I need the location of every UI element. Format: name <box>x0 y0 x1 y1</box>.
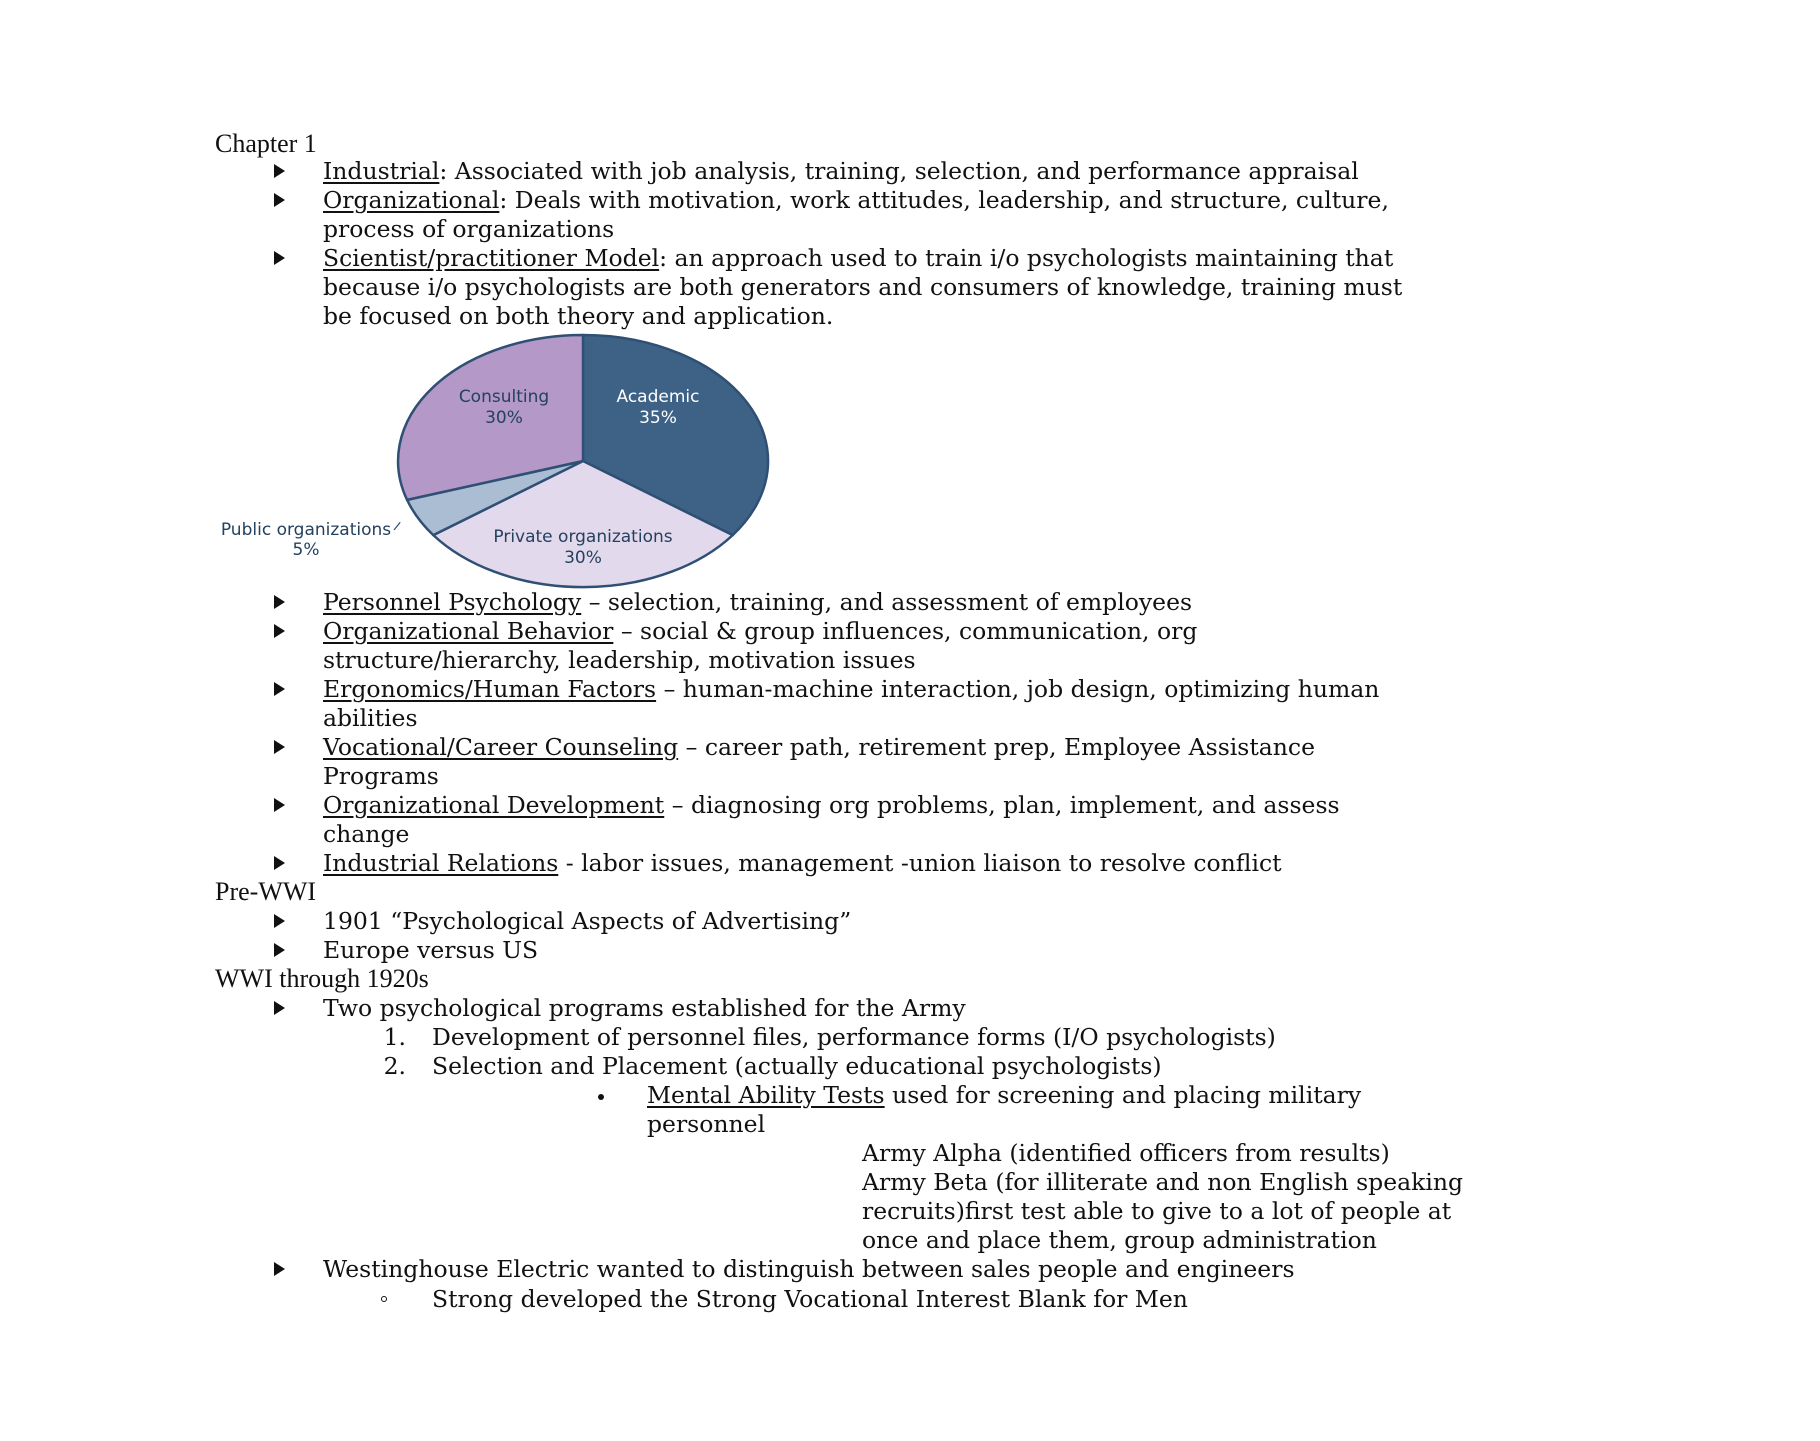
bullet-arrow-icon <box>274 193 285 207</box>
army-alpha-text: Army Alpha (identified officers from results) <box>862 1139 1390 1167</box>
bullet-arrow-icon <box>274 251 285 265</box>
term: Personnel Psychology <box>323 588 582 616</box>
subfield-ergonomics <box>323 675 1379 703</box>
subfield-vocational-counseling <box>323 733 1315 761</box>
bullet-arrow-icon <box>274 624 285 638</box>
definition-organizational <box>323 186 1389 214</box>
definition-continuation: be focused on both theory and application. <box>323 302 834 330</box>
bullet-arrow-icon <box>274 914 285 928</box>
employment-pie-chart <box>210 328 790 598</box>
subfield-text: – human-machine interaction, job design, optimizing human <box>656 675 1380 703</box>
definition-text: : an approach used to train i/o psychologists maintaining that <box>659 244 1394 272</box>
pie-slice-label: Private organizations <box>493 527 673 547</box>
numbered-item: Development of personnel files, performance forms (I/O psychologists) <box>432 1023 1276 1051</box>
bullet-dot-icon <box>598 1094 604 1100</box>
definition-text: : Deals with motivation, work attitudes, leadership, and structure, culture, <box>499 186 1389 214</box>
definition-industrial <box>323 157 1359 185</box>
pie-slice-value-label: 35% <box>639 408 677 428</box>
prewwi-item: Europe versus US <box>323 936 539 964</box>
bullet-arrow-icon <box>274 1001 285 1015</box>
definition-continuation: process of organizations <box>323 215 615 243</box>
subfield-continuation: structure/hierarchy, leadership, motivation issues <box>323 646 916 674</box>
definition-scientist-practitioner <box>323 244 1393 272</box>
term: Mental Ability Tests <box>647 1081 885 1109</box>
army-beta-text: once and place them, group administration <box>862 1226 1377 1254</box>
term: Industrial <box>323 157 440 185</box>
term: Scientist/practitioner Model <box>323 244 660 272</box>
pie-slice-label: Consulting <box>458 387 550 407</box>
subfield-text: - labor issues, management -union liaison to resolve conflict <box>558 849 1282 877</box>
pie-slice-label: Public organizations <box>220 520 392 540</box>
pie-slice-value-label: 30% <box>485 408 523 428</box>
term: Vocational/Career Counseling <box>323 733 679 761</box>
term: Organizational Behavior <box>323 617 614 645</box>
bullet-ring-icon <box>381 1296 387 1302</box>
subfield-text: – social & group influences, communication, org <box>613 617 1198 645</box>
subfield-continuation: Programs <box>323 762 439 790</box>
bullet-arrow-icon <box>274 1262 285 1276</box>
term: Organizational <box>323 186 500 214</box>
chapter-heading: Chapter 1 <box>215 129 317 158</box>
bullet-arrow-icon <box>274 740 285 754</box>
army-beta-text: Army Beta (for illiterate and non English speaking <box>862 1168 1464 1196</box>
bullet-arrow-icon <box>274 798 285 812</box>
bullet-arrow-icon <box>274 682 285 696</box>
term: Organizational Development <box>323 791 665 819</box>
westinghouse-item: Westinghouse Electric wanted to distinguish between sales people and engineers <box>323 1255 1295 1283</box>
definition-text: : Associated with job analysis, training, selection, and performance appraisal <box>439 157 1359 185</box>
subfield-organizational-behavior <box>323 617 1197 645</box>
numbered-item: Selection and Placement (actually educational psychologists) <box>432 1052 1162 1080</box>
strong-item: Strong developed the Strong Vocational Interest Blank for Men <box>432 1285 1188 1313</box>
subfield-continuation: change <box>323 820 410 848</box>
list-number: 1. <box>383 1023 406 1051</box>
wwi-heading: WWI through 1920s <box>215 964 429 993</box>
subfield-text: – diagnosing org problems, plan, implement, and assess <box>664 791 1340 819</box>
bullet-arrow-icon <box>274 164 285 178</box>
list-number: 2. <box>383 1052 406 1080</box>
army-programs-item: Two psychological programs established for the Army <box>323 994 966 1022</box>
subfield-continuation: abilities <box>323 704 418 732</box>
subfield-personnel-psychology <box>323 588 1192 616</box>
item-continuation: personnel <box>647 1110 766 1138</box>
item-text: used for screening and placing military <box>884 1081 1362 1109</box>
pie-slice-label: Academic <box>616 387 700 407</box>
bullet-arrow-icon <box>274 595 285 609</box>
subfield-organizational-development <box>323 791 1340 819</box>
prewwi-item: 1901 “Psychological Aspects of Advertising” <box>323 907 852 935</box>
subfield-text: – selection, training, and assessment of employees <box>581 588 1193 616</box>
bullet-arrow-icon <box>274 856 285 870</box>
pie-slice-value-label: 30% <box>564 548 602 568</box>
term: Industrial Relations <box>323 849 559 877</box>
term: Ergonomics/Human Factors <box>323 675 657 703</box>
pie-slice-value-label: 5% <box>292 540 320 560</box>
bullet-arrow-icon <box>274 943 285 957</box>
prewwi-heading: Pre-WWI <box>215 877 317 906</box>
pie-leader-line <box>394 522 400 530</box>
mental-ability-tests-item <box>647 1081 1361 1109</box>
subfield-text: – career path, retirement prep, Employee Assistance <box>678 733 1316 761</box>
subfield-industrial-relations <box>323 849 1282 877</box>
army-beta-text: recruits)first test able to give to a lot of people at <box>862 1197 1452 1225</box>
definition-continuation: because i/o psychologists are both generators and consumers of knowledge, training must <box>323 273 1403 301</box>
